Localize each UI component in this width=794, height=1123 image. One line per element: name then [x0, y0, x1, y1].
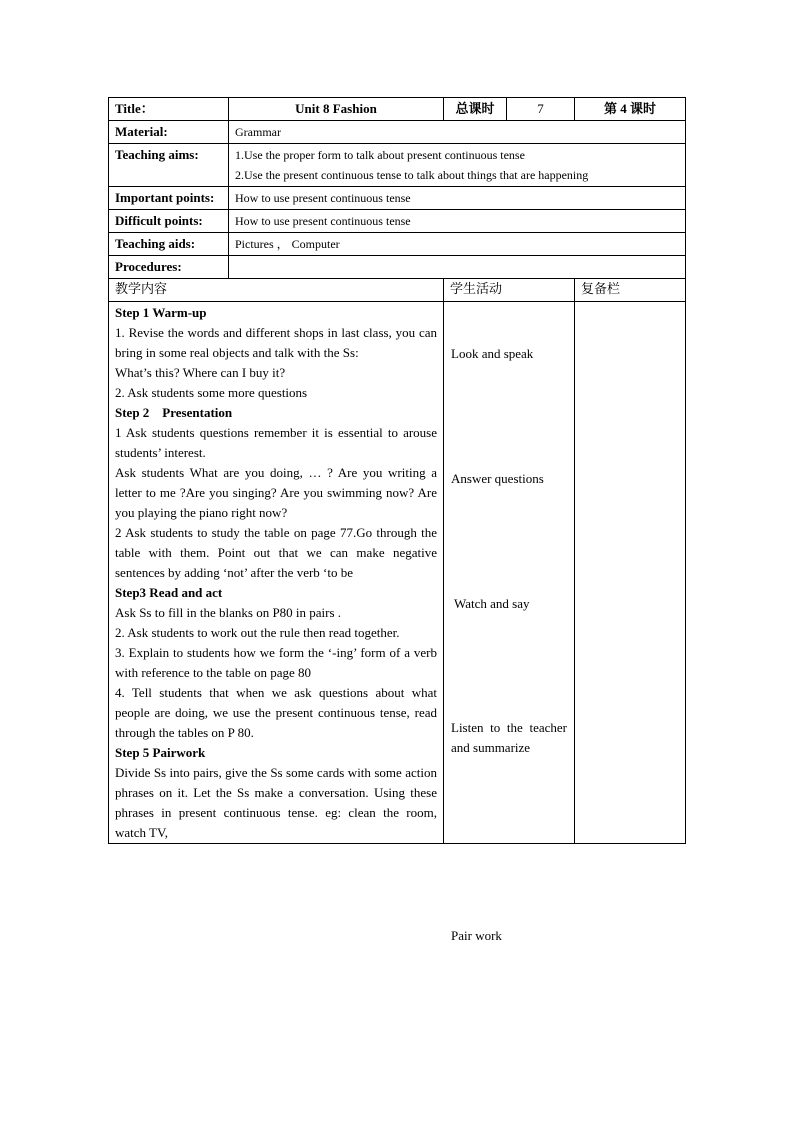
step3-para3: 3. Explain to students how we form the ‘-ing’ form of a verb with reference to the table on page 80 — [115, 645, 437, 680]
step1-para2: What’s this? Where can I buy it? — [115, 365, 286, 380]
activity-answer-questions: Answer questions — [451, 471, 544, 486]
procedures-empty — [229, 256, 686, 279]
notes-cell — [575, 302, 686, 844]
aids-label: Teaching aids: — [109, 233, 229, 256]
lesson-number: 第 4 课时 — [575, 98, 686, 121]
aims-row — [109, 144, 686, 187]
step1-para3: 2. Ask students some more questions — [115, 385, 308, 400]
step3-para2: 2. Ask students to work out the rule then read together. — [115, 625, 400, 640]
procedures-label: Procedures: — [109, 256, 229, 279]
total-lessons-label: 总课时 — [444, 98, 507, 121]
step5-para1: Divide Ss into pairs, give the Ss some cards with some action phrases on it. Let the Ss make a conversation. Using these phrases in present continuous tense. eg: clean the room, watch TV, — [115, 765, 437, 840]
important-label: Important points: — [109, 187, 229, 210]
step1-para1: 1. Revise the words and different shops in last class, you can bring in some real objects and talk with the Ss: — [115, 325, 437, 360]
activity-listen-summarize: Listen to the teacher and summarize — [451, 720, 567, 755]
title-label: Title： — [109, 98, 229, 121]
title-row — [109, 98, 686, 121]
activity-pair-work: Pair work — [451, 928, 502, 943]
procedures-row — [109, 256, 686, 279]
important-value: How to use present continuous tense — [229, 187, 686, 210]
teaching-content-cell — [109, 302, 444, 844]
material-row — [109, 121, 686, 144]
step2-para2: Ask students What are you doing, … ? Are you writing a letter to me ?Are you singing? Are you swimming now? Are you playing the piano right now? — [115, 465, 437, 520]
aim-1: 1.Use the proper form to talk about present continuous tense — [235, 148, 525, 162]
activity-watch-say: Watch and say — [451, 596, 530, 611]
column-notes-header: 复备栏 — [575, 279, 686, 302]
aims-label: Teaching aims: — [109, 144, 229, 187]
lesson-plan-table — [108, 97, 686, 943]
procedure-body-row — [109, 302, 686, 844]
aids-value: Pictures ， Computer — [229, 233, 686, 256]
activity-look-speak: Look and speak — [451, 346, 534, 361]
difficult-value: How to use present continuous tense — [229, 210, 686, 233]
column-content-header: 教学内容 — [109, 279, 444, 302]
difficult-label: Difficult points: — [109, 210, 229, 233]
step3-para1: Ask Ss to fill in the blanks on P80 in pairs . — [115, 605, 342, 620]
lesson-plan — [108, 97, 685, 943]
material-label: Material: — [109, 121, 229, 144]
aids-row — [109, 233, 686, 256]
title-value: Unit 8 Fashion — [229, 98, 444, 121]
aims-value — [229, 144, 686, 187]
step3-para4: 4. Tell students that when we ask questions about what people are doing, we use the present continuous tense, read through the tables on P 80. — [115, 685, 437, 740]
step2-para3: 2 Ask students to study the table on page 77.Go through the table with them. Point out that we can make negative sentences by adding ‘not’ after the verb ‘to be — [115, 525, 437, 580]
column-header-row — [109, 279, 686, 302]
difficult-row — [109, 210, 686, 233]
step1-title: Step 1 Warm-up — [115, 305, 207, 320]
important-row — [109, 187, 686, 210]
step5-title: Step 5 Pairwork — [115, 745, 206, 760]
step2-title: Step 2 Presentation — [115, 405, 233, 420]
student-activity-cell — [444, 302, 575, 943]
step3-title: Step3 Read and act — [115, 585, 223, 600]
column-activity-header: 学生活动 — [444, 279, 575, 302]
total-lessons-value: 7 — [507, 98, 575, 121]
aim-2: 2.Use the present continuous tense to talk about things that are happening — [235, 168, 589, 182]
material-value: Grammar — [229, 121, 686, 144]
step2-para1: 1 Ask students questions remember it is essential to arouse students’ interest. — [115, 425, 437, 460]
